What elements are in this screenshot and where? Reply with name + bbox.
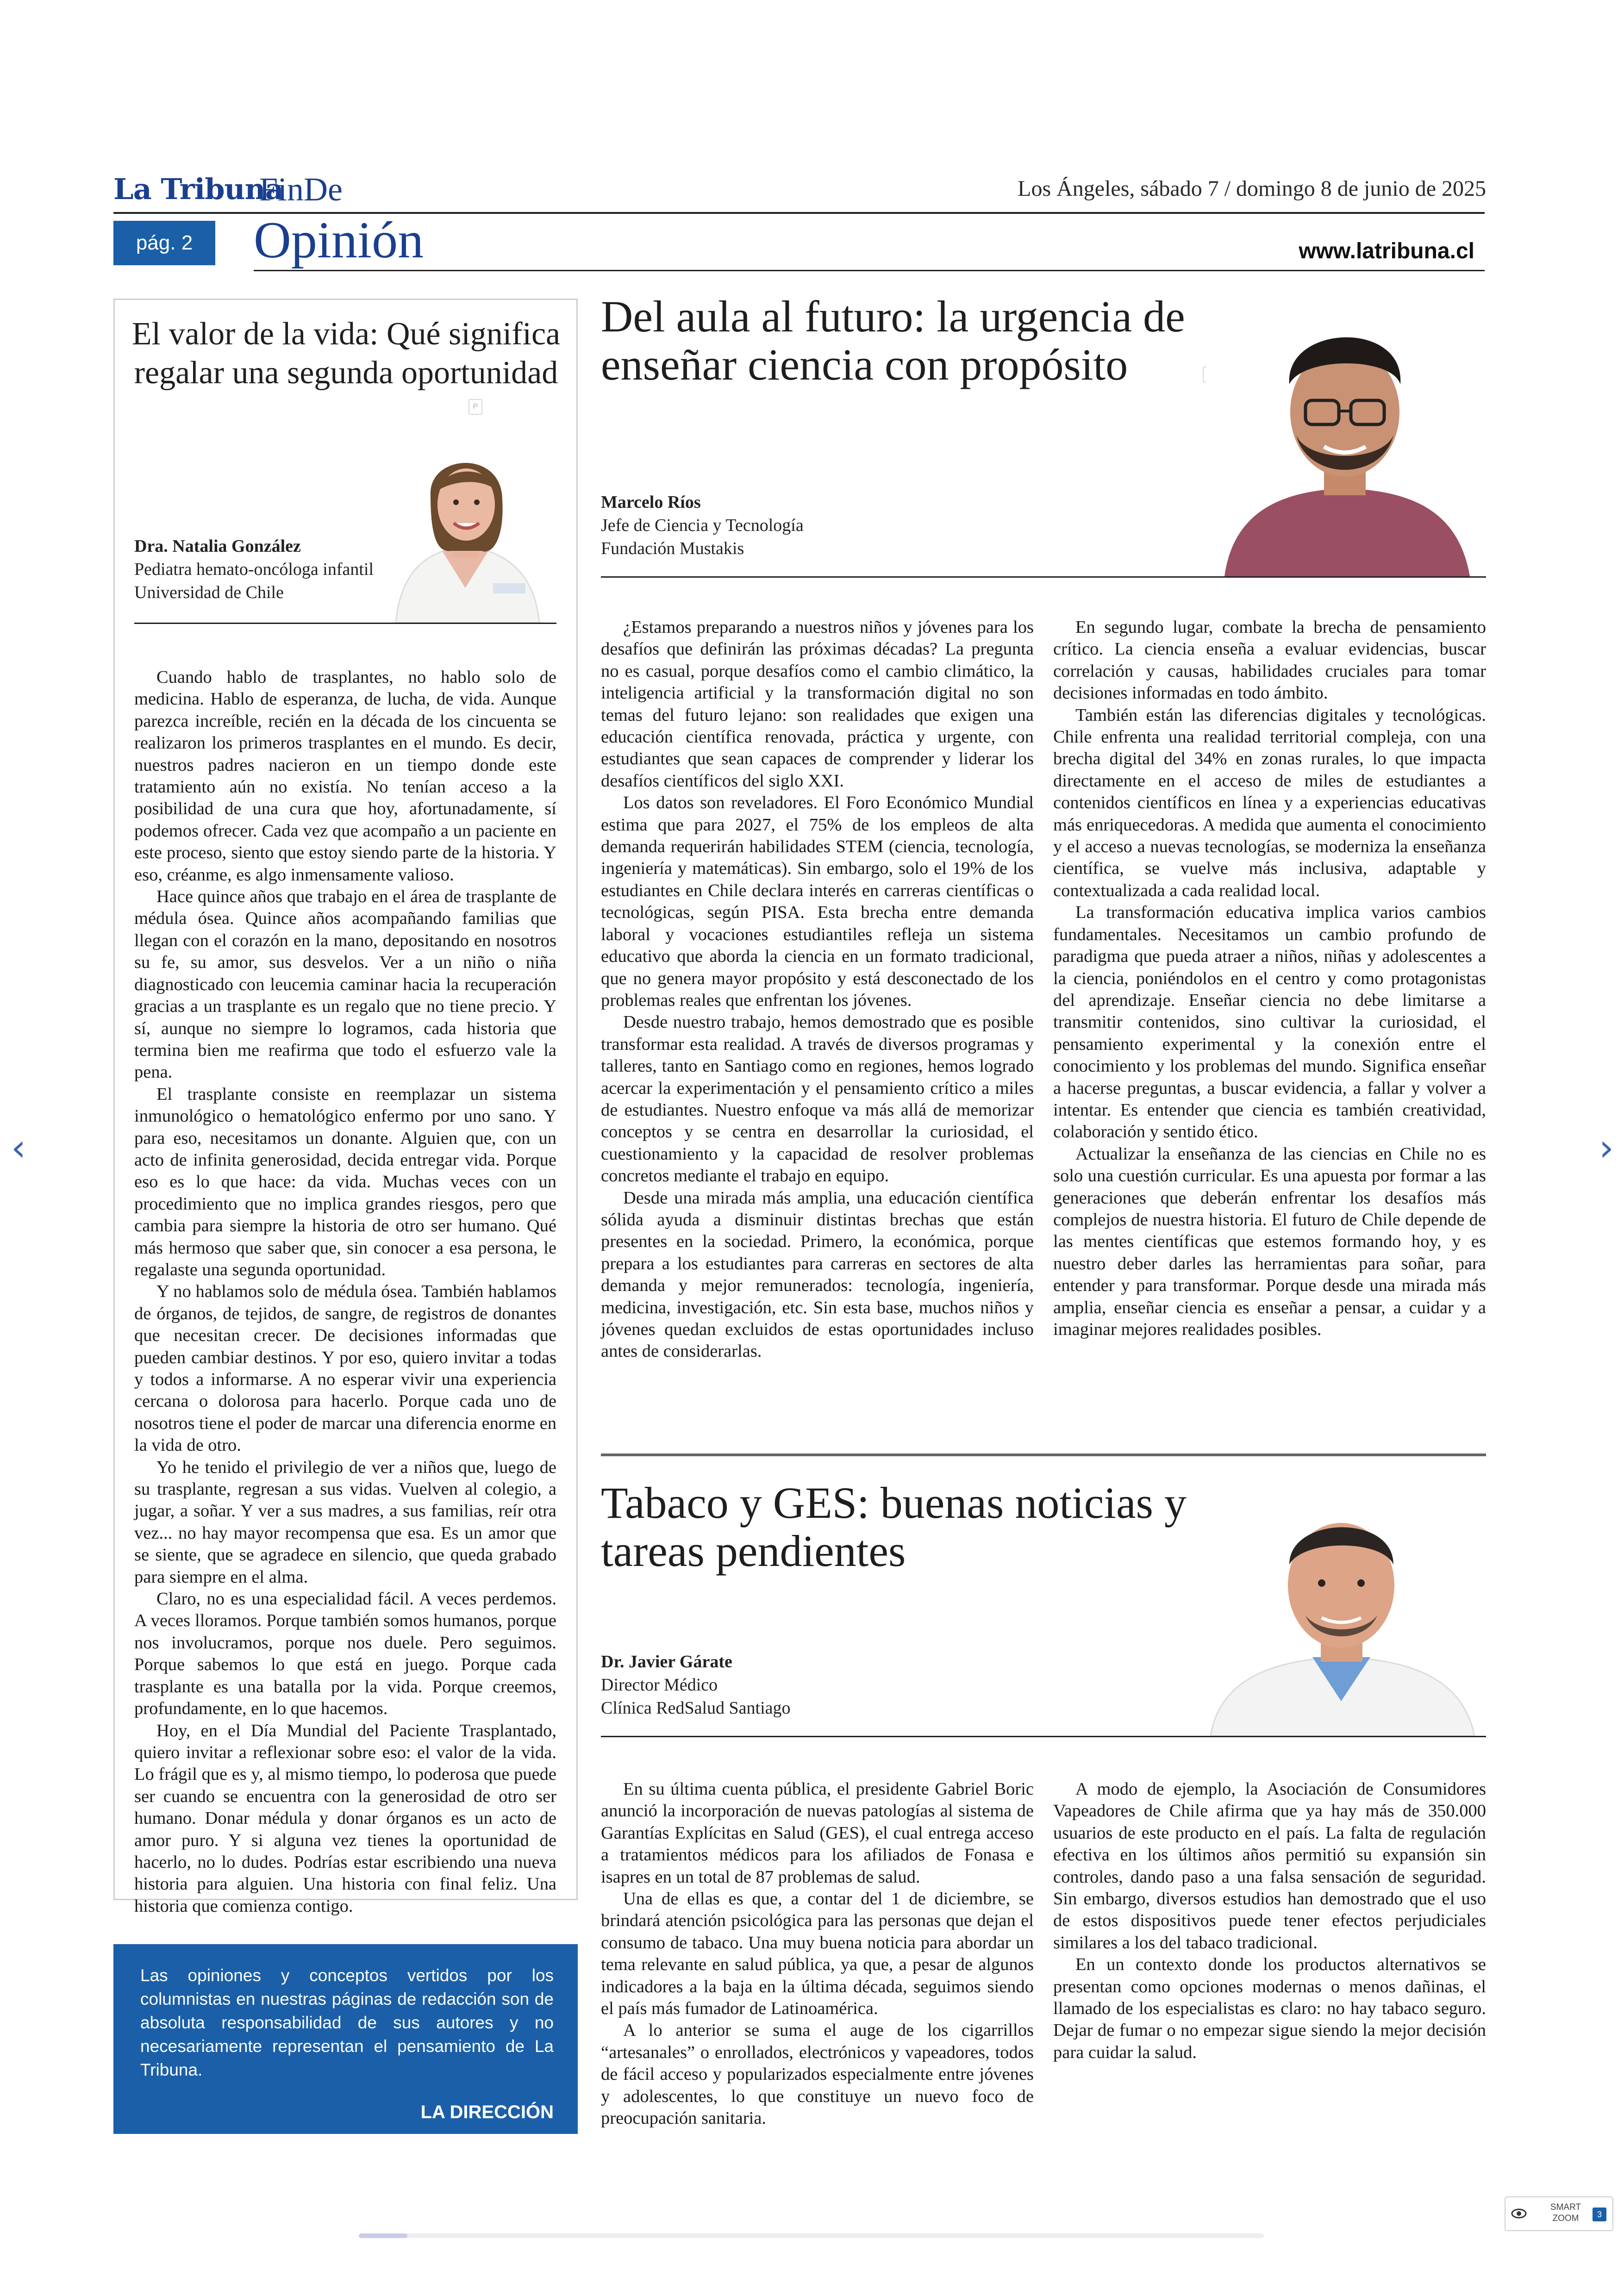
page-scrollbar-thumb[interactable]: [359, 2233, 407, 2238]
author-role: Director Médico: [601, 1675, 718, 1695]
top-article-col2: [1053, 617, 1486, 1341]
bottom-article-col1: [601, 1778, 1034, 2130]
paragraph: A lo anterior se suma el auge de los cigarrillos “artesanales” o enrollados, electrónicos y vapeadores, todos de fácil acceso y popularizados especialmente entre jóvenes y adolescentes, lo que constituye un nuevo foco de preocupación sanitaria.: [601, 2021, 1034, 2128]
supplement-name: FinDe: [259, 171, 343, 208]
author-org: Clínica RedSalud Santiago: [601, 1698, 791, 1718]
pdf-link-icon[interactable]: P: [468, 399, 482, 415]
paragraph: Hoy, en el Día Mundial del Paciente Trasplantado, quiero invitar a reflexionar sobre eso: el valor de la vida. Lo frágil que es y, al mismo tiempo, lo poderosa que puede ser cuando se encuentra con la generosidad de otro ser humano. Donar médula y donar órganos es un acto de amor puro. Y si alguna vez tienes la oportunidad de hacerlo, no lo dudes. Podrías estar escribiendo una nueva historia para alguien. Una historia con final feliz. Una historia que comienza contigo.: [134, 1721, 556, 1916]
bottom-byline-rule: [601, 1736, 1486, 1737]
paragraph: Yo he tenido el privilegio de ver a niños que, luego de su trasplante, regresan a sus vidas. Vuelven al colegio, a jugar, a soñar. Y ver a sus madres, a sus familias, reír otra vez... no hay mayor recompensa que esa. Es un amor que se siente, que se agradece en silencio, que queda grabado para siempre en el alma.: [134, 1457, 556, 1587]
top-byline-rule: [601, 576, 1486, 578]
top-article-byline: [601, 491, 925, 560]
paragraph: Actualizar la enseñanza de las ciencias en Chile no es solo una cuestión curricular. Es una apuesta por formar a las generaciones que deberán enfrentar los desafíos más complejos de nuestra historia. El futuro de Chile depende de las mentes científicas que estemos formando hoy, y es nuestro deber darles las herramientas para soñar, para entender y para transformar. Porque desde una mirada más amplia, enseñar ciencia es enseñar a pensar, a cuidar y a imaginar mejores realidades posibles.: [1053, 1144, 1486, 1339]
smart-zoom-button[interactable]: [1505, 2196, 1613, 2231]
left-byline-rule: [134, 623, 556, 624]
left-article-byline: [134, 535, 394, 604]
author-name: Dr. Javier Gárate: [601, 1652, 732, 1671]
author-org: Fundación Mustakis: [601, 539, 744, 558]
website-url[interactable]: www.latribuna.cl: [1299, 239, 1474, 263]
paragraph: ¿Estamos preparando a nuestros niños y jóvenes para los desafíos que definirán las próximas décadas? La pregunta no es casual, porque desafíos como el cambio climático, la inteligencia artificial y la transformación digital no son temas del futuro lejano: son realidades que exigen una educación científica renovada, práctica y urgente, con estudiantes que sean capaces de comprender y liderar los desafíos científicos del siglo XXI.: [601, 617, 1034, 791]
paragraph: Claro, no es una especialidad fácil. A veces perdemos. A veces lloramos. Porque también somos humanos, porque nos involucramos, porque nos duele. Pero seguimos. Porque sabemos lo que está en juego. Porque cada trasplante es una batalla por la vida. Porque creemos, profundamente, en lo que hacemos.: [134, 1589, 556, 1719]
portrait-illustration: [1197, 1484, 1486, 1736]
author-role: Pediatra hemato-oncóloga infantil: [134, 560, 374, 579]
top-article-title: Del aula al futuro: la urgencia de enseñar ciencia con propósito: [601, 292, 1185, 389]
paragraph: Desde una mirada más amplia, una educación científica sólida ayuda a disminuir distintas brechas que están presentes en la sociedad. Primero, la económica, porque prepara a los estudiantes para carreras en sectores de alta demanda y mejor remunerados: tecnología, ingeniería, medicina, investigación, etc. Sin esta base, muchos niños y jóvenes quedan excluidos de estas oportunidades incluso antes de considerarlas.: [601, 1188, 1034, 1361]
left-article-body: [134, 667, 556, 1917]
bottom-article-col2: [1053, 1778, 1486, 2064]
newspaper-logo: La Tribuna: [113, 172, 283, 206]
disclaimer-signature: LA DIRECCIÓN: [420, 2102, 554, 2122]
page-number-badge: pág. 2: [113, 221, 215, 265]
smart-zoom-badge: 3: [1593, 2208, 1606, 2221]
paragraph: A modo de ejemplo, la Asociación de Consumidores Vapeadores de Chile afirma que ya hay más de 350.000 usuarios de este producto en el país. La falta de regulación efectiva en los últimos años permitió su expansión sin controles, dando paso a una falsa sensación de seguridad. Sin embargo, diversos estudios han demostrado que el uso de estos dispositivos puede tener efectos perjudiciales similares a los del tabaco tradicional.: [1053, 1779, 1486, 1952]
paragraph: El trasplante consiste en reemplazar un sistema inmunológico o hematológico enfermo por uno sano. Y para eso, necesitamos un donante. Alguien que, con un acto de infinita generosidad, decida entregar vida. Porque eso es lo que hace: da vida. Muchas veces con un procedimiento que no implica grandes riesgos, pero que cambia para siempre la historia de otro ser humano. Qué más hermoso que saber que, sin conocer a esa persona, le regalaste una segunda oportunidad.: [134, 1084, 556, 1279]
bottom-article-title: Tabaco y GES: buenas noticias y tareas pendientes: [601, 1478, 1187, 1576]
author-photo-javier: [1197, 1484, 1486, 1736]
editorial-disclaimer: [113, 1944, 578, 2134]
author-photo-natalia: [387, 435, 546, 623]
bottom-article-byline: [601, 1650, 925, 1720]
author-photo-marcelo: [1206, 306, 1486, 576]
smart-zoom-label: [1543, 2202, 1589, 2224]
smart-zoom-line1: SMART: [1550, 2202, 1581, 2212]
paragraph: En un contexto donde los productos alternativos se presentan como opciones modernas o menos dañinas, el llamado de los especialistas es claro: no hay tabaco seguro. Dejar de fumar o no empezar sigue siendo la mejor decisión para cuidar la salud.: [1053, 1955, 1486, 2062]
paragraph: También están las diferencias digitales y tecnológicas. Chile enfrenta una realidad territorial compleja, con una brecha digital del 34% en zonas rurales, lo que impacta directamente en el acceso de miles de estudiantes a contenidos científicos en línea y a experiencias educativas más enriquecedoras. A medida que aumenta el conocimiento y el acceso a nuevas tecnologías, se moderniza la enseñanza científica, se vuelve más inclusiva, adaptable y contextualizada a cada realidad local.: [1053, 705, 1486, 900]
paragraph: Los datos son reveladores. El Foro Económico Mundial estima que para 2027, el 75% de los empleos de alta demanda requerirán habilidades STEM (ciencia, tecnología, ingeniería y matemáticas). Sin embargo, solo el 19% de los estudiantes en Chile declara interés en carreras científicas o tecnológicas, según PISA. Esta brecha entre demanda laboral y vocaciones estudiantiles refleja un sistema educativo que aborda la ciencia en un formato tradicional, que no genera mayor propósito y está desconectado de los problemas reales que enfrentan los jóvenes.: [601, 793, 1034, 1010]
paragraph: Hace quince años que trabajo en el área de trasplante de médula ósea. Quince años acompañando familias que llegan con el corazón en la mano, depositando en nosotros su fe, su amor, sus desvelos. Ver a un niño o niña diagnosticado con leucemia caminar hacia la recuperación gracias a un trasplante es un regalo que no tiene precio. Y sí, aunque no siempre lo logramos, cada historia que termina bien me reafirma que todo el esfuerzo vale la pena.: [134, 887, 556, 1082]
paragraph: Cuando hablo de trasplantes, no hablo solo de medicina. Hablo de esperanza, de lucha, de vida. Aunque parezca increíble, recién en la década de los cincuenta se realizaron los primeros trasplantes en el mundo. Es decir, nuestros padres nacieron en un tiempo donde este tratamiento aún no existía. No tenían acceso a la posibilidad de una cura que hoy, afortunadamente, sí podemos ofrecer. Cada vez que acompaño a un paciente en este proceso, siento que estoy siendo parte de la historia. Y eso, créanme, es algo inmensamente valioso.: [134, 667, 556, 885]
author-org: Universidad de Chile: [134, 583, 284, 602]
bottom-article-top-rule: [601, 1453, 1486, 1456]
page-scrollbar-track[interactable]: [359, 2233, 1264, 2238]
portrait-illustration: [387, 435, 546, 623]
eye-icon: [1511, 2207, 1527, 2220]
paragraph: La transformación educativa implica varios cambios fundamentales. Necesitamos un cambio profundo de paradigma que pueda atraer a niños, niñas y adolescentes a la ciencia, poniéndolos en el centro y como protagonistas del aprendizaje. Enseñar ciencia no debe limitarse a transmitir contenidos, sino cultivar la curiosidad, el pensamiento experimental y la conexión entre el conocimiento y los problemas del mundo. Significa enseñar a hacerse preguntas, a buscar evidencia, a fallar y volver a intentar. Es entender que ciencia es también creatividad, colaboración y sentido ético.: [1053, 903, 1486, 1142]
section-title: Opinión: [254, 212, 424, 269]
disclaimer-text: Las opiniones y conceptos vertidos por los columnistas en nuestras páginas de redacción son de absoluta responsabilidad de sus autores y no necesariamente representan el pensamiento de La Tribuna.: [140, 1966, 554, 2079]
section-rule: [254, 270, 1485, 271]
paragraph: En su última cuenta pública, el presidente Gabriel Boric anunció la incorporación de nuevas patologías al sistema de Garantías Explícitas en Salud (GES), el cual entrega acceso a tratamientos médicos para los afiliados de Fonasa e isapres en un total de 87 problemas de salud.: [601, 1779, 1034, 1887]
author-name: Marcelo Ríos: [601, 493, 701, 512]
paragraph: En segundo lugar, combate la brecha de pensamiento crítico. La ciencia enseña a evaluar evidencias, buscar correlación y causas, habilidades cruciales para tomar decisiones informadas en todo ámbito.: [1053, 617, 1486, 703]
next-page-arrow-icon[interactable]: ›: [1599, 1126, 1614, 1169]
smart-zoom-line2: ZOOM: [1552, 2214, 1579, 2223]
previous-page-arrow-icon[interactable]: ‹: [11, 1126, 26, 1169]
paragraph: Una de ellas es que, a contar del 1 de diciembre, se brindará atención psicológica para las personas que dejan el consumo de tabaco. Una muy buena noticia para abordar un tema relevante en salud pública, ya que, a pesar de algunos indicadores a la baja en la última década, seguimos siendo el país más fumador de Latinoamérica.: [601, 1889, 1034, 2019]
paragraph: Y no hablamos solo de médula ósea. También hablamos de órganos, de tejidos, de sangre, de registros de donantes que necesitan crecer. De decisiones informadas que pueden cambiar destinos. Y por eso, quiero invitar a todas y todos a informarse. A no esperar vivir una experiencia cercana o dolorosa para hacerlo. Porque cada uno de nosotros tiene el poder de marcar una diferencia enorme en la vida de otro.: [134, 1282, 556, 1455]
dateline: Los Ángeles, sábado 7 / domingo 8 de junio de 2025: [1018, 176, 1486, 201]
author-name: Dra. Natalia González: [134, 536, 301, 556]
paragraph: Desde nuestro trabajo, hemos demostrado que es posible transformar esta realidad. A través de diversos programas y talleres, tanto en Santiago como en regiones, hemos logrado acercar la experimentación y el pensamiento crítico a miles de estudiantes. Nuestro enfoque va más allá de memorizar conceptos y se centra en desarrollar la curiosidad, el cuestionamiento y la capacidad de resolver problemas concretos mediante el trabajo en equipo.: [601, 1012, 1034, 1186]
left-article-title: El valor de la vida: Qué significa regalar una segunda oportunidad: [131, 316, 561, 391]
author-role: Jefe de Ciencia y Tecnología: [601, 516, 804, 535]
top-article-col1: [601, 617, 1034, 1363]
portrait-illustration: [1206, 306, 1486, 576]
